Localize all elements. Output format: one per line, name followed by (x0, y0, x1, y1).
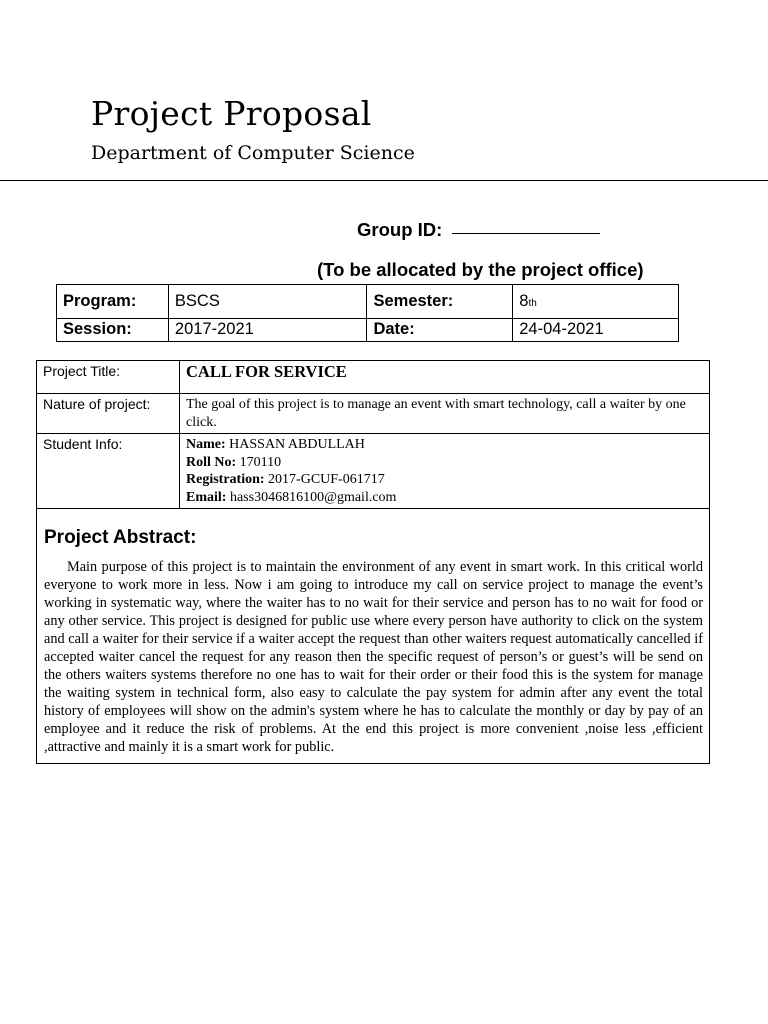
student-email: Email: hass3046816100@gmail.com (186, 489, 397, 505)
program-label: Program: (57, 285, 169, 319)
nature-value: The goal of this project is to manage an event with smart technology, call a waiter by one click. (180, 394, 710, 434)
table-row (57, 285, 679, 319)
table-row (37, 394, 709, 434)
table-row (37, 434, 709, 509)
page-subtitle: Department of Computer Science (91, 142, 415, 164)
student-info-label: Student Info: (37, 434, 180, 509)
semester-value: 8 (519, 292, 529, 310)
program-info-table (56, 284, 679, 342)
page-title: Project Proposal (91, 94, 372, 133)
abstract-body: Main purpose of this project is to maintain the environment of any event in smart work. In this critical world everyone to work more in less. Now i am going to introduce my call on service project to manage the event’s working in systematic way, where the waiter has to no wait for their service and person has to no wait for food or any other service. This project is designed for public use where every person have authority to click on the system and call a waiter for their service if a waiter accept the request than other waiters request automatically cancelled if accepted waiter cancel the request for any reason then the specific request of person’s or guest’s will be send on the others waiters systems therefore no one has to wait for their order or their food this is the system for manage the waiting system in technical form, also easy to calculate the pay system for admin after any event the total history of employees will show on the admin's system where he has to calculate the monthly or day by pay of an employee and it reduce the risk of problems. At the end this project is more convenient ,noise less ,efficient ,attractive and mainly it is a smart work for public. (44, 559, 703, 755)
project-details-box (36, 360, 710, 764)
table-row (57, 319, 679, 342)
student-roll: Roll No: 170110 (186, 454, 282, 470)
semester-suffix: th (528, 298, 537, 309)
date-label: Date: (367, 319, 513, 342)
semester-cell (513, 285, 679, 319)
group-id-field (357, 219, 600, 241)
date-value: 24-04-2021 (513, 319, 679, 342)
table-row (37, 361, 709, 394)
semester-label: Semester: (367, 285, 513, 319)
group-id-blank-line (452, 233, 600, 234)
group-id-label: Group ID: (357, 219, 443, 240)
session-label: Session: (57, 319, 169, 342)
project-details-table (37, 361, 709, 509)
program-value: BSCS (168, 285, 367, 319)
header-divider (0, 180, 768, 181)
student-registration: Registration: 2017-GCUF-061717 (186, 472, 385, 487)
nature-label: Nature of project: (37, 394, 180, 434)
project-title-label: Project Title: (37, 361, 180, 394)
abstract-heading: Project Abstract: (44, 527, 197, 548)
project-title-value: CALL FOR SERVICE (180, 361, 710, 394)
student-info-value (180, 434, 710, 509)
session-value: 2017-2021 (168, 319, 367, 342)
student-name: Name: HASSAN ABDULLAH (186, 437, 365, 452)
allocation-note: (To be allocated by the project office) (317, 259, 644, 280)
